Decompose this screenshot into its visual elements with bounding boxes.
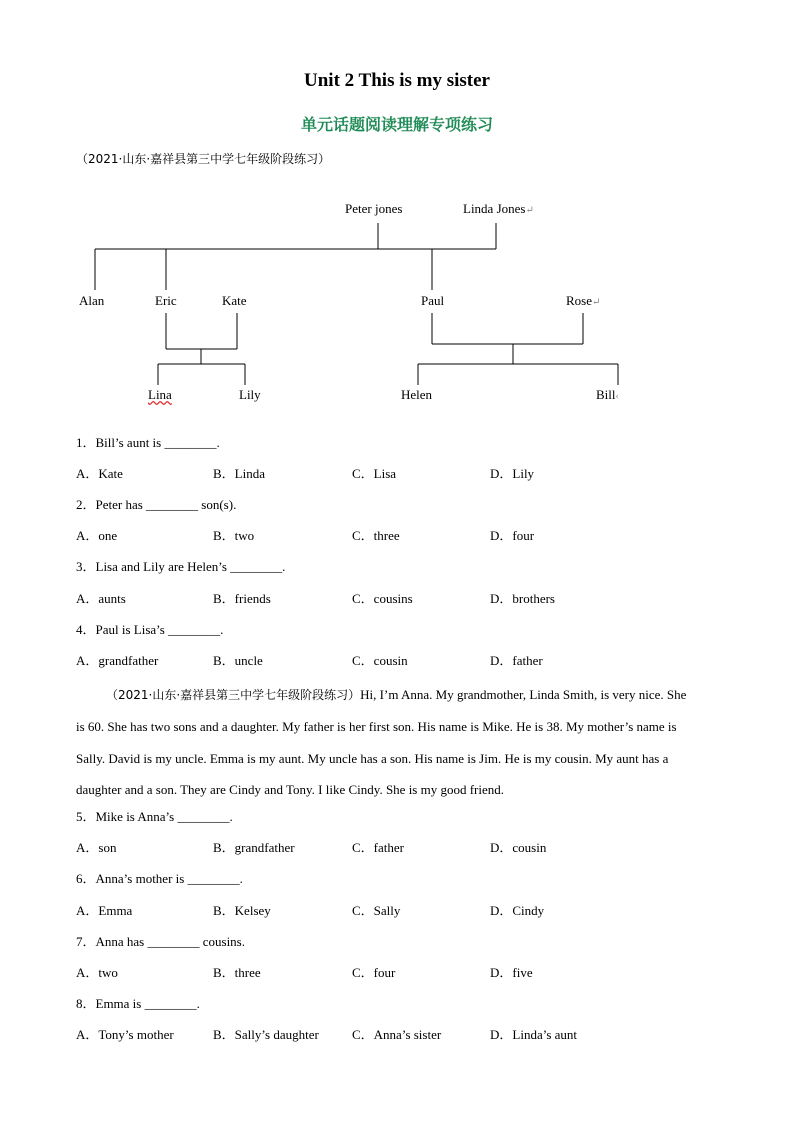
tree-node-rose: Rose↵ bbox=[566, 293, 601, 308]
tree-node-lina: Lina bbox=[148, 387, 172, 402]
option-1c[interactable]: C．Lisa bbox=[352, 466, 397, 481]
option-6a[interactable]: A．Emma bbox=[76, 903, 133, 918]
question-2: 2．Peter has ________ son(s). bbox=[76, 497, 237, 512]
question-5: 5．Mike is Anna’s ________. bbox=[76, 809, 233, 824]
tree-node-linda: Linda Jones↵ bbox=[463, 201, 534, 216]
paragraph-mark: ‹ bbox=[615, 391, 619, 402]
option-2d[interactable]: D．four bbox=[490, 528, 535, 543]
page-title: Unit 2 This is my sister bbox=[304, 70, 490, 91]
tree-node-eric: Eric bbox=[155, 293, 177, 308]
option-3b[interactable]: B．friends bbox=[213, 591, 271, 606]
question-7: 7．Anna has ________ cousins. bbox=[76, 934, 245, 949]
option-8b[interactable]: B．Sally’s daughter bbox=[213, 1027, 319, 1042]
passage-text: Hi, I’m Anna. My grandmother, Linda Smith, is very nice. She is 60. She has two sons and a daughter. My father is her first son. His name is Mike. He is 38. My mother’s name is Sally. David is my uncle. Emma is my aunt. My uncle has a son. His name is Jim. He is my cousin. My aunt has a daughter and a son. They are Cindy and Tony. I like Cindy. She is my good friend. bbox=[76, 687, 687, 797]
option-6d[interactable]: D．Cindy bbox=[490, 903, 545, 918]
option-1a[interactable]: A．Kate bbox=[76, 466, 123, 481]
tree-node-paul: Paul bbox=[421, 293, 445, 308]
option-6b[interactable]: B．Kelsey bbox=[213, 903, 271, 918]
page-subtitle: 单元话题阅读理解专项练习 bbox=[300, 115, 493, 134]
option-2b[interactable]: B．two bbox=[213, 528, 255, 543]
section1-source: （2021·山东·嘉祥县第三中学七年级阶段练习） bbox=[76, 152, 331, 166]
reading-passage bbox=[76, 679, 698, 805]
option-5c[interactable]: C．father bbox=[352, 840, 404, 855]
option-5d[interactable]: D．cousin bbox=[490, 840, 547, 855]
option-8c[interactable]: C．Anna’s sister bbox=[352, 1027, 442, 1042]
paragraph-mark: ↵ bbox=[525, 205, 534, 216]
option-7b[interactable]: B．three bbox=[213, 965, 261, 980]
tree-node-bill: Bill‹ bbox=[596, 387, 619, 402]
option-7a[interactable]: A．two bbox=[76, 965, 118, 980]
option-4a[interactable]: A．grandfather bbox=[76, 653, 159, 668]
option-3c[interactable]: C．cousins bbox=[352, 591, 413, 606]
option-4b[interactable]: B．uncle bbox=[213, 653, 263, 668]
option-8a[interactable]: A．Tony’s mother bbox=[76, 1027, 174, 1042]
option-4d[interactable]: D．father bbox=[490, 653, 543, 668]
section2-source: （2021·山东·嘉祥县第三中学七年级阶段练习） bbox=[106, 688, 361, 702]
option-2c[interactable]: C．three bbox=[352, 528, 400, 543]
question-4: 4．Paul is Lisa’s ________. bbox=[76, 622, 224, 637]
tree-node-alan: Alan bbox=[79, 293, 105, 308]
question-3: 3．Lisa and Lily are Helen’s ________. bbox=[76, 559, 286, 574]
option-6c[interactable]: C．Sally bbox=[352, 903, 401, 918]
tree-node-lily: Lily bbox=[239, 387, 261, 402]
tree-node-helen: Helen bbox=[401, 387, 433, 402]
option-3a[interactable]: A．aunts bbox=[76, 591, 126, 606]
paragraph-mark: ↵ bbox=[592, 297, 601, 308]
option-2a[interactable]: A．one bbox=[76, 528, 118, 543]
option-7c[interactable]: C．four bbox=[352, 965, 396, 980]
option-3d[interactable]: D．brothers bbox=[490, 591, 555, 606]
option-4c[interactable]: C．cousin bbox=[352, 653, 408, 668]
tree-node-peter: Peter jones bbox=[345, 201, 403, 216]
question-1: 1．Bill’s aunt is ________. bbox=[76, 435, 220, 450]
option-7d[interactable]: D．five bbox=[490, 965, 533, 980]
option-5b[interactable]: B．grandfather bbox=[213, 840, 295, 855]
question-8: 8．Emma is ________. bbox=[76, 996, 200, 1011]
option-8d[interactable]: D．Linda’s aunt bbox=[490, 1027, 578, 1042]
option-1b[interactable]: B．Linda bbox=[213, 466, 265, 481]
tree-node-kate: Kate bbox=[222, 293, 247, 308]
option-5a[interactable]: A．son bbox=[76, 840, 117, 855]
option-1d[interactable]: D．Lily bbox=[490, 466, 535, 481]
question-6: 6．Anna’s mother is ________. bbox=[76, 871, 243, 886]
